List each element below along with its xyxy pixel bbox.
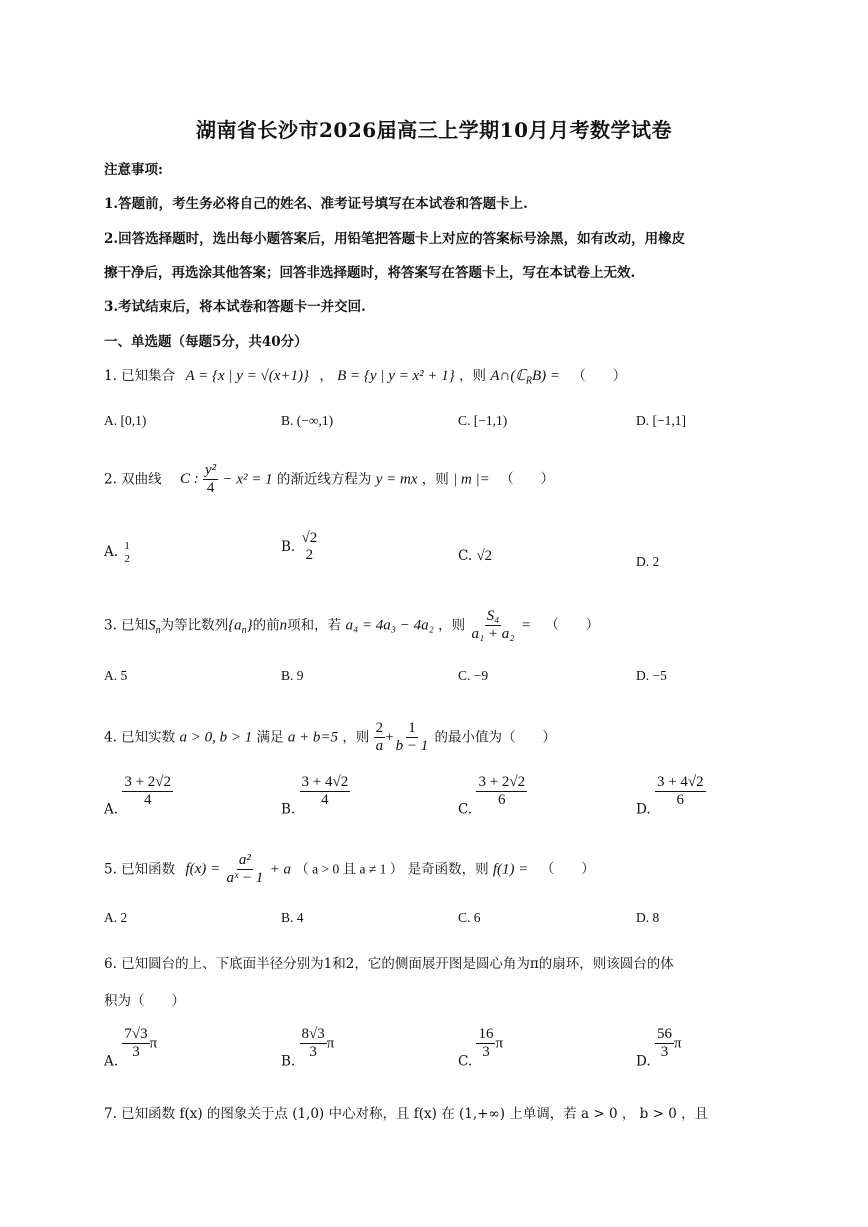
question-text: 的渐近线方程为: [276, 471, 372, 488]
q5-option-c: C. 6: [458, 910, 481, 925]
question-4: 4. 已知实数 a > 0, b > 1 满足 a + b=5 ，则 $\frac{2}{a}$ + $\frac{1}{b - 1}$ 的最小值为（ ）: [104, 720, 557, 755]
q6-option-a: A. $\frac{7√3}{3}$ π: [104, 1026, 158, 1070]
q2-option-d: D. 2: [636, 554, 660, 569]
answer-blank: （ ）: [540, 861, 595, 878]
question-number: 3. 已知: [104, 617, 149, 634]
set-b: B = {y | y = x² + 1}: [337, 368, 455, 384]
question-5: 5. 已知函数 f(x) = $\frac{\text{a²}}{\text{aˣ − 1}}$ + a （ a > 0 且 a ≠ 1 ） 是奇函数，则 f(1) = （ ）: [104, 852, 595, 887]
q5-option-b: B. 4: [281, 910, 304, 925]
q6-option-c: C. $\frac{16}{3}$ π: [458, 1026, 504, 1070]
q4-option-d: D. $\frac{3 + 4√2}{6}$: [636, 774, 704, 818]
q4-option-b: B. $\frac{3 + 4√2}{4}$: [281, 774, 349, 818]
q3-option-a: A. 5: [104, 668, 128, 683]
q1-option-b: B. (−∞,1): [281, 413, 334, 428]
set-expression-end: B) =: [531, 368, 560, 384]
question-6-line-2: 积为（ ）: [104, 993, 185, 1009]
set-a: A = {x | y = √(x+1)}: [185, 368, 310, 384]
answer-blank: （ ）: [545, 617, 600, 634]
q3-option-b: B. 9: [281, 668, 304, 683]
curve-fraction: $\frac{\text{y²}}{4}$: [205, 462, 217, 497]
q6-option-d: D. $\frac{56}{3}$ π: [636, 1026, 682, 1070]
q3-option-c: C. −9: [458, 668, 489, 683]
complement-subscript: R: [525, 375, 532, 387]
question-6-line-1: 6. 已知圆台的上、下底面半径分别为1和2，它的侧面展开图是圆心角为π的扇环，则该圆台的体: [104, 956, 674, 972]
q1-option-c: C. [−1,1): [458, 413, 508, 428]
q2-option-b: B. √2 2: [281, 530, 318, 564]
asymptote-eq: y = mx: [375, 471, 418, 488]
question-2: [104, 462, 554, 498]
notice-2-cont: 擦干净后，再选涂其他答案；回答非选择题时，将答案写在答题卡上，写在本试卷上无效.: [104, 265, 636, 281]
answer-blank: （ ）: [500, 471, 555, 488]
q6-option-b: B. $\frac{8√3}{3}$ π: [281, 1026, 335, 1070]
q2-option-a: A. 1 2: [104, 540, 130, 565]
q1-option-a: A. [0,1): [104, 413, 147, 428]
curve-rest: − x² = 1: [222, 471, 273, 488]
ratio-fraction: $\frac{\text{S₄}}{\text{a₁ + a₂}}$: [471, 608, 515, 643]
question-7: 7. 已知函数 f(x) 的图象关于点 (1,0) 中心对称，且 f(x) 在 (1,+∞) 上单调，若 a > 0 ， b > 0 ，且: [104, 1106, 709, 1122]
q3-option-d: D. −5: [636, 668, 667, 683]
question-3: 3. 已知$S_n$为等比数列$\{a_n\}$的前n项和，若 a₄ = 4a₃ − 4a₂ ，则 $\frac{\text{S₄}}{\text{a₁ + a₂}}$ = （ ）: [104, 608, 600, 643]
question-number: 2. 双曲线: [104, 471, 162, 488]
notice-heading: 注意事项:: [104, 162, 163, 178]
notice-3: 3.考试结束后，将本试卷和答题卡一并交回.: [104, 299, 366, 315]
question-number: 1. 已知集合: [104, 368, 176, 384]
q5-option-a: A. 2: [104, 910, 128, 925]
set-expression: A∩(ℂ: [490, 368, 526, 384]
q2-option-c: C. √2: [458, 548, 493, 564]
q4-option-c: C. $\frac{3 + 2√2}{6}$: [458, 774, 526, 818]
question-number: 5. 已知函数: [104, 861, 176, 878]
q1-option-d: D. [−1,1]: [636, 413, 686, 428]
answer-blank: （ ）: [572, 368, 627, 384]
notice-2: 2.回答选择题时，选出每小题答案后，用铅笔把答题卡上对应的答案标号涂黑，如有改动，用橡皮: [104, 231, 686, 247]
q4-option-a: A. $\frac{3 + 2√2}{4}$: [104, 774, 172, 818]
question-connector: ，则: [421, 471, 449, 488]
question-1: 1. 已知集合 A = {x | y = √(x+1)} ， B = {y | y = x² + 1} ，则 A∩(ℂ$_R$B) = （ ）: [104, 368, 627, 387]
q5-option-d: D. 8: [636, 910, 660, 925]
section-heading: 一、单选题（每题5分，共40分）: [104, 334, 308, 350]
sequence-condition: a₄ = 4a₃ − 4a₂: [345, 617, 434, 634]
question-number: 4. 已知实数: [104, 729, 176, 746]
question-connector: ，则: [459, 368, 487, 384]
notice-1: 1.答题前，考生务必将自己的姓名、准考证号填写在本试卷和答题卡上.: [104, 196, 528, 212]
page-title: 湖南省长沙市2026届高三上学期10月月考数学试卷: [196, 118, 672, 142]
curve-label: C :: [179, 471, 199, 488]
abs-m: | m |=: [453, 471, 490, 488]
